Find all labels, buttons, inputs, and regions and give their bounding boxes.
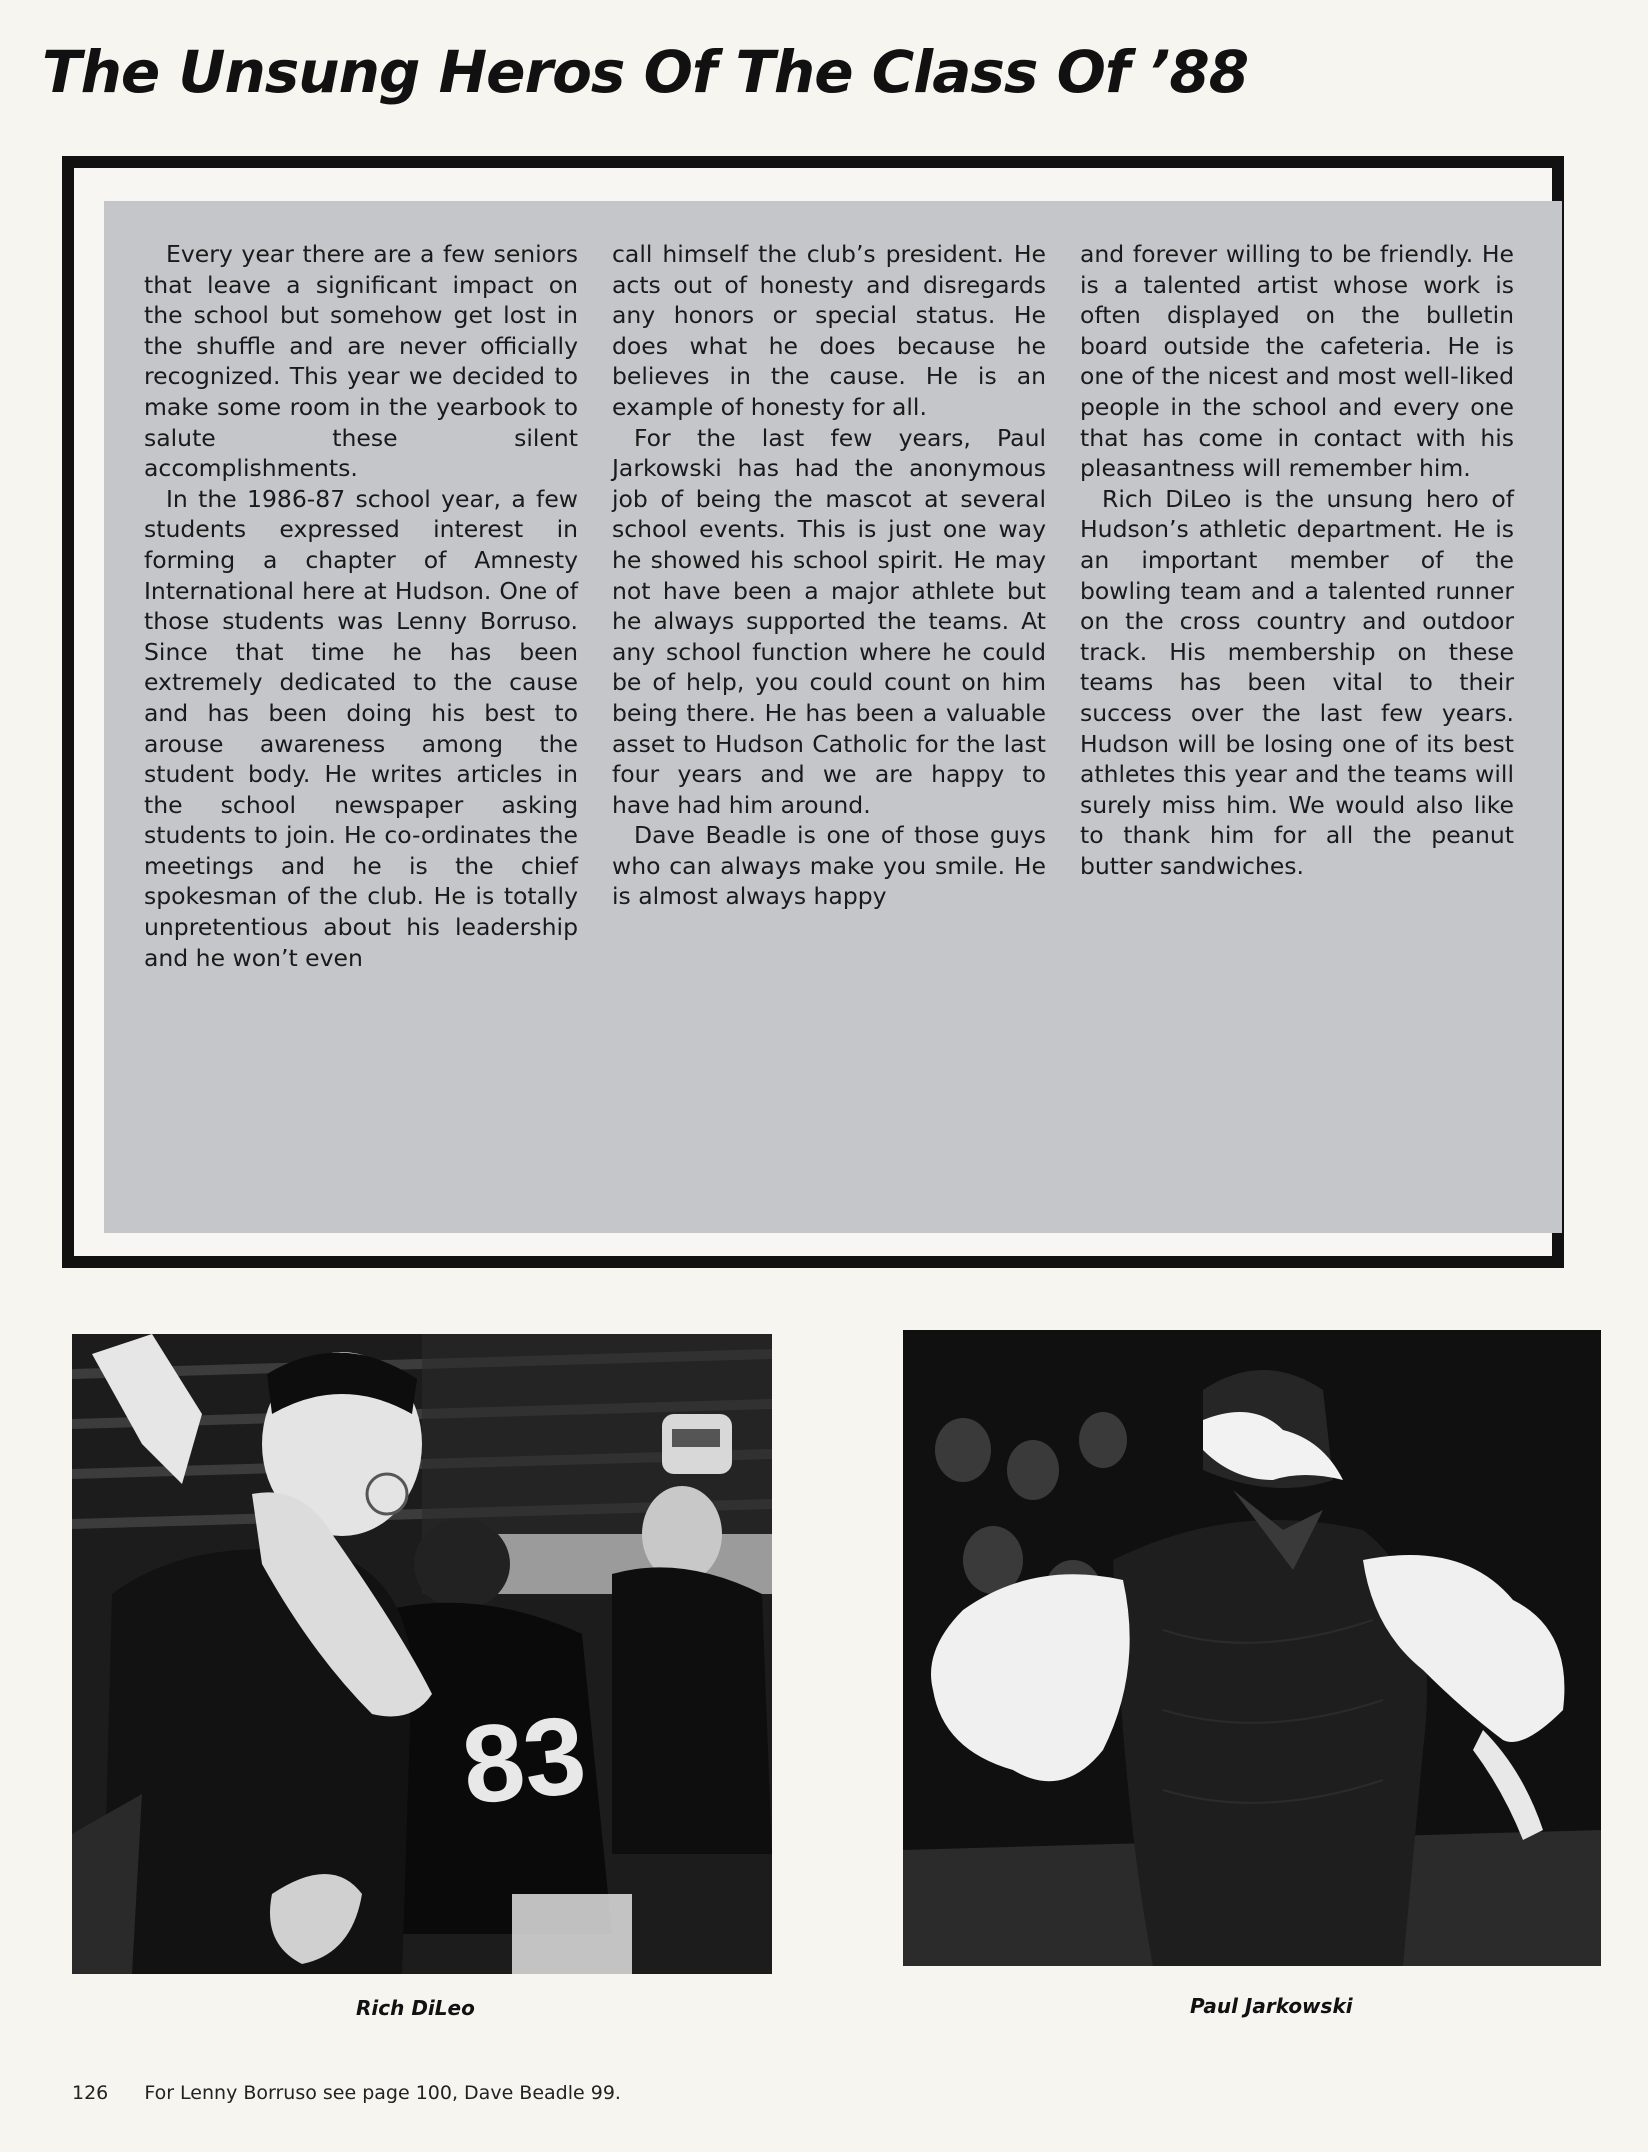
- jersey-number: 83: [456, 1692, 592, 1828]
- paragraph: In the 1986-87 school year, a few students expressed interest in forming a chapter of Amnesty International here at Hudson. One of those students was Lenny Borruso. Since that time he has been extremely dedicated to the cause and has been doing his best to arouse awareness among the student body. He writes articles in the school newspaper asking students to join. He co-ordinates the meetings and he is the chief spokesman of the club. He is totally unpretentious about his leadership and he won’t even: [144, 484, 578, 972]
- paragraph: Every year there are a few seniors that leave a significant impact on the school but somehow get lost in the shuffle and are never officially recognized. This year we decided to make some room in the yearbook to salute these silent accomplishments.: [144, 240, 578, 483]
- page-title: The Unsung Heros Of The Class Of ’88: [42, 38, 1249, 106]
- paragraph: For the last few years, Paul Jarkowski has had the anonymous job of being the mascot at several school events. This is just one way he showed his school spirit. He may not have been a major athlete but he always supported the teams. At any school function where he could be of help, you could count on him being there. He has been a valuable asset to Hudson Catholic for the last four years and we are happy to have had him around.: [612, 423, 1046, 819]
- photo-rich-dileo-image: [72, 1334, 772, 1974]
- paragraph: call himself the club’s president. He acts out of honesty and disregards any honors or special status. He does what he does because he believes in the cause. He is an example of honesty for all.: [612, 240, 1046, 421]
- page-footer: [72, 2082, 621, 2104]
- cross-reference-note: For Lenny Borruso see page 100, Dave Beadle 99.: [144, 2082, 621, 2104]
- photo-rich-dileo: [72, 1334, 772, 1974]
- article-column-1: [144, 239, 578, 973]
- article-column-2: [612, 239, 1046, 973]
- photo-paul-jarkowski-image: [903, 1330, 1601, 1966]
- photo-paul-jarkowski: [903, 1330, 1601, 1966]
- caption-rich-dileo: Rich DiLeo: [356, 1996, 475, 2020]
- article-column-3: [1080, 239, 1514, 973]
- paragraph: Rich DiLeo is the unsung hero of Hudson’s athletic department. He is an important member of the bowling team and a talented runner on the cross country and outdoor track. His membership on these teams has been vital to their success over the last few years. Hudson will be losing one of its best athletes this year and the teams will surely miss him. We would also like to thank him for all the peanut butter sandwiches.: [1080, 484, 1514, 880]
- paragraph: and forever willing to be friendly. He is a talented artist whose work is often displayed on the bulletin board outside the cafeteria. He is one of the nicest and most well-liked people in the school and every one that has come in contact with his pleasantness will remember him.: [1080, 240, 1514, 483]
- article-columns: [144, 239, 1516, 973]
- paragraph: Dave Beadle is one of those guys who can always make you smile. He is almost always happy: [612, 821, 1046, 911]
- page-number: 126: [72, 2082, 109, 2104]
- caption-paul-jarkowski: Paul Jarkowski: [1190, 1994, 1353, 2018]
- article-box: [104, 201, 1562, 1233]
